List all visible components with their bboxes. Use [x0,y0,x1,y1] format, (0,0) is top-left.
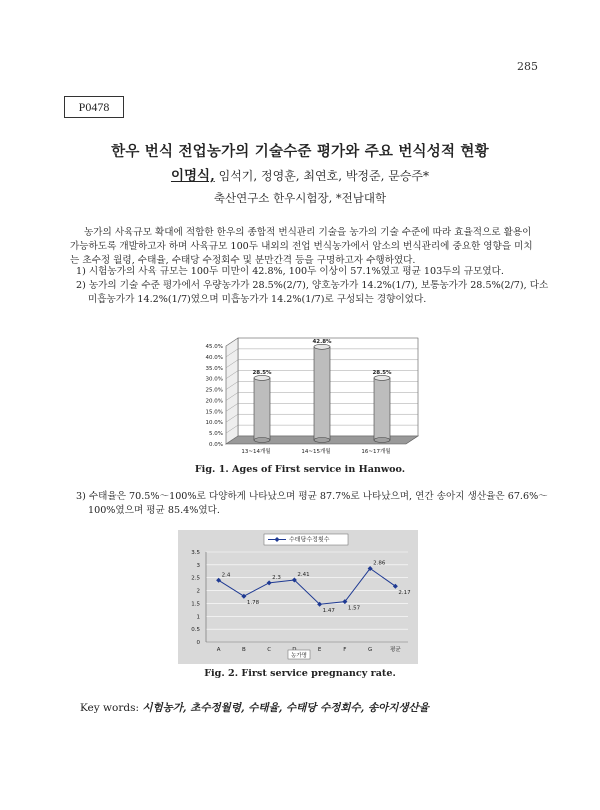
fig1-x-tick-label: 13~14개월 [241,449,271,455]
paper-id-box: P0478 [64,96,124,118]
co-authors: 임석기, 정영훈, 최연호, 박정준, 문승주* [214,169,430,183]
keywords [80,700,550,715]
fig1-bar-base [254,438,270,443]
fig2-x-tick-label: A [216,647,221,653]
fig2-y-tick-label: 0.5 [191,627,200,634]
fig1-y-tick-label: 5.0% [209,431,223,438]
fig1-y-tick-label: 15.0% [205,409,223,416]
fig2-y-tick-label: 0 [196,640,200,646]
fig2-x-tick-label: G [367,647,373,653]
page-number: 285 [517,60,538,73]
fig1-data-label: 28.5% [372,369,392,376]
fig2-data-label: 1.78 [246,600,260,607]
fig1-y-tick-label: 25.0% [205,387,223,394]
fig1-caption: Fig. 1. Ages of First service in Hanwoo. [194,464,406,475]
fig2-y-tick-label: 2.5 [191,575,200,582]
result-item-1: 1) 시험농가의 사육 규모는 100두 미만이 42.8%, 100두 이상이 57.1%였고 평균 103두의 규모였다. [76,266,504,277]
result-item-2: 2) 농가의 기술 수준 평가에서 우량농가가 28.5%(2/7), 양호농가가 14.2%(1/7), 보통농가가 28.5%(2/7), 다소 미흡농가가 14.2%(1/7)였으며 미흡농가가 14.2%(1/7)로 구성되는 경향이었다. [76,280,549,305]
fig1-bar-chart [196,326,436,458]
first-author: 이명식, [170,168,215,184]
fig1-bar-top [314,344,330,349]
fig2-y-tick-label: 1 [196,614,200,621]
fig2-x-tick-label: 평균 [390,647,401,653]
fig1-bar [254,375,270,442]
fig1-x-tick-label: 14~15개월 [301,449,331,455]
fig1-y-tick-label: 20.0% [205,398,223,405]
keywords-terms: 시험농가, 초수정월령, 수태율, 수태당 수정회수, 송아지생산율 [142,702,429,714]
affiliation: 축산연구소 한우시험장, *전남대학 [213,191,387,205]
fig1-bar-body [374,378,390,440]
fig1-data-label: 28.5% [252,369,272,376]
fig1-bar-body [254,378,270,440]
fig1-bar [374,375,390,442]
fig2-data-label: 1.57 [347,605,361,612]
fig1-bar-base [374,438,390,443]
fig1-bar-base [314,438,330,443]
abstract-paragraph: 농가의 사육규모 확대에 적합한 한우의 종합적 번식관리 기술을 농가의 기술 수준에 따라 효율적으로 활용이 가능하도록 개발하고자 하며 사육규모 100두 내외의 전업 번식농가에서 암소의 번식관리에 중요한 영향을 미치는 초수정 월령, 수태율, 수태당 수정회수 및 분만간격 등을 구명하고자 수행하였다. [70,227,533,266]
fig1-y-tick-label: 30.0% [205,376,223,383]
fig1-y-tick-label: 10.0% [205,420,223,427]
fig2-legend-label: 수태당수정횟수 [289,536,330,544]
fig2-y-tick-label: 1.5 [191,601,200,608]
fig1-bar [314,344,330,442]
fig2-data-label: 2.17 [398,590,411,597]
fig2-data-label: 2.3 [272,574,281,581]
fig2-x-tick-label: B [241,647,246,653]
fig1-y-tick-label: 40.0% [205,354,223,361]
fig1-bar-body [314,347,330,440]
fig2-y-tick-label: 2 [196,588,200,595]
fig2-chart-panel [178,530,418,664]
fig1-side-wall [226,338,238,444]
fig2-x-tick-label: F [343,647,347,653]
fig2-data-label: 2.41 [297,572,310,579]
author-list [0,164,600,184]
paper-title: 한우 번식 전업농가의 기술수준 평가와 주요 번식성적 현황 [111,143,489,160]
fig2-data-point [216,578,221,583]
result-item-3: 3) 수태율은 70.5%～100%로 다양하게 나타났으며 평균 87.7%로 나타났으며, 연간 송아지 생산율은 67.6%～100%였으며 평균 85.4%였다. [76,491,548,516]
fig2-x-axis-label [288,650,310,659]
fig2-data-label: 2.86 [373,560,386,567]
fig1-y-tick-label: 0.0% [209,442,223,448]
fig1-data-label: 42.8% [312,338,332,345]
fig1-y-tick-label: 45.0% [205,344,223,350]
fig2-data-point [241,594,246,599]
fig2-data-label: 2.4 [221,572,231,579]
fig2-data-point [267,580,272,585]
fig2-x-tick-label: C [267,647,272,653]
fig2-y-tick-label: 3.5 [191,550,200,556]
fig1-y-tick-label: 35.0% [205,365,223,372]
keywords-label: Key words: [80,702,143,714]
fig2-x-tick-label: E [317,647,322,653]
fig2-data-label: 1.47 [322,608,335,615]
fig1-bar-top [254,375,270,380]
fig2-line-chart [178,530,418,664]
fig1-x-tick-label: 16~17개월 [361,449,391,455]
fig2-caption: Fig. 2. First service pregnancy rate. [204,668,396,679]
fig2-y-tick-label: 3 [196,562,200,569]
fig1-bar-top [374,375,390,380]
fig2-legend [264,534,348,545]
fig2-x-axis-label-text: 농가명 [291,653,307,659]
